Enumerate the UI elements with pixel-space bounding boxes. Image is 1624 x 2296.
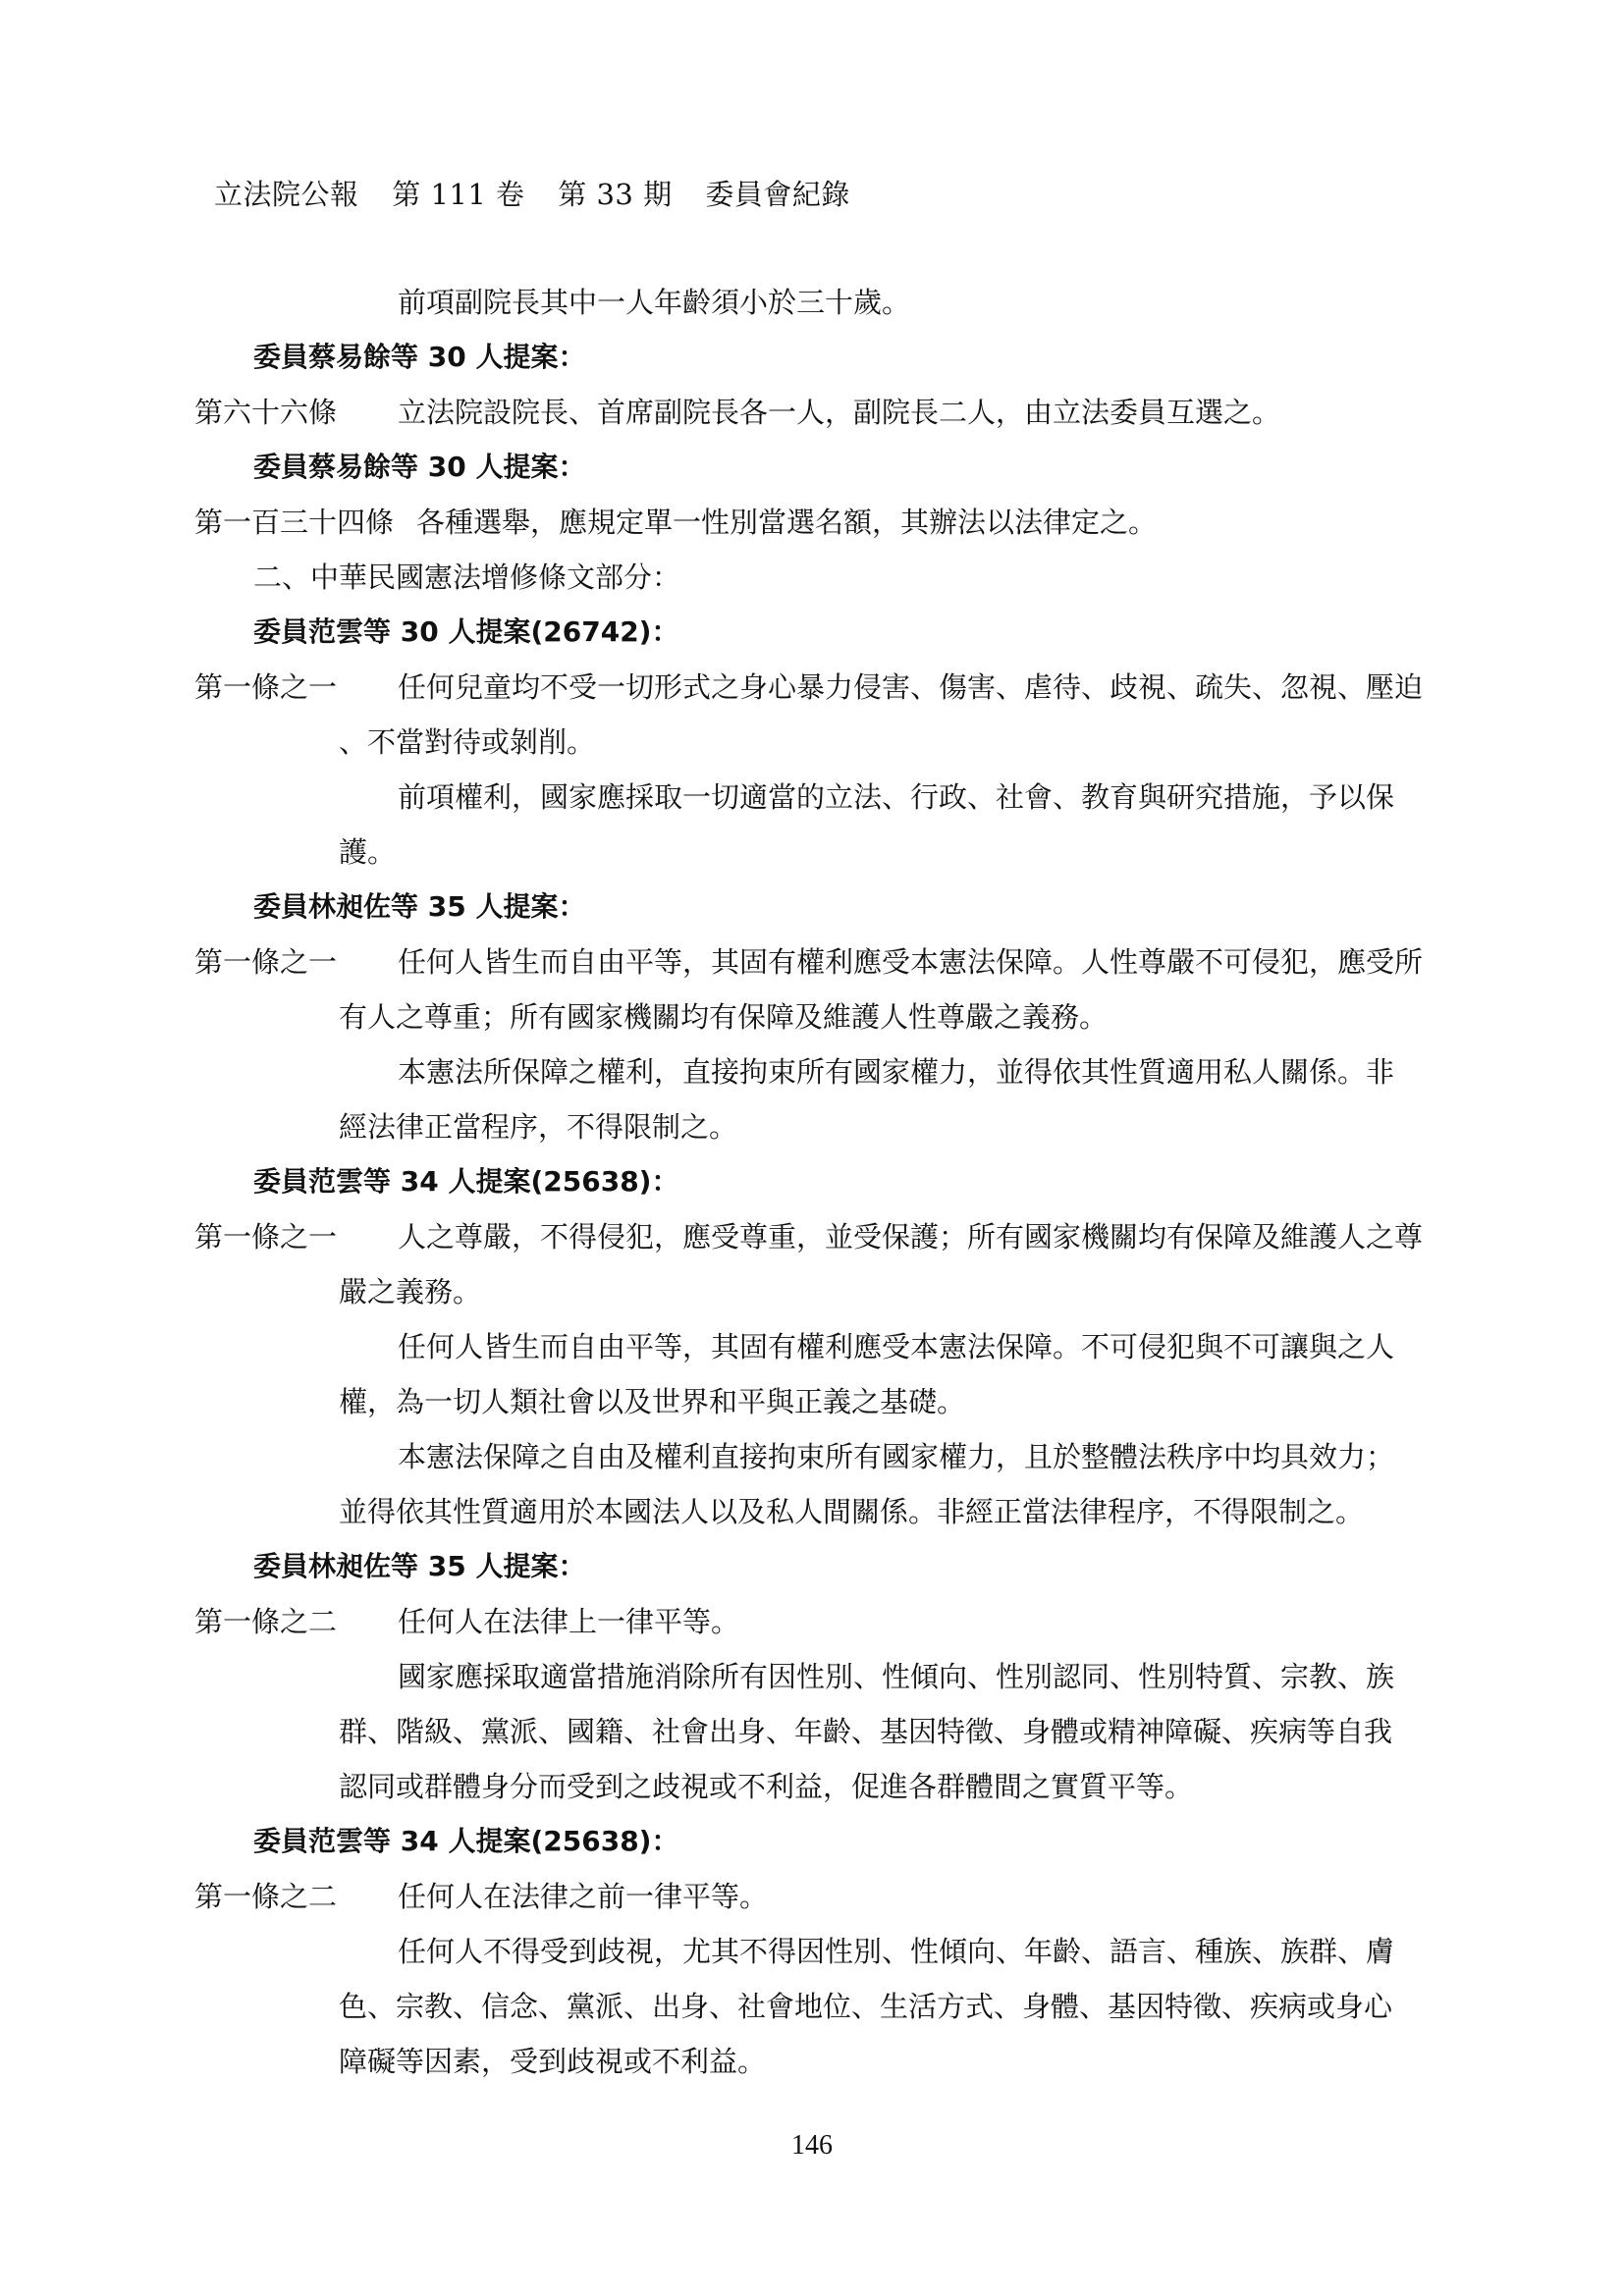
article-line: [194, 385, 1441, 440]
paragraph-line: 前項副院長其中一人年齡須小於三十歲。: [398, 286, 911, 319]
paragraph-line: 本憲法所保障之權利，直接拘束所有國家權力，並得依其性質適用私人關係。非: [398, 1055, 1395, 1089]
continuation-line: 嚴之義務。: [339, 1275, 482, 1308]
proposer-heading: 委員林昶佐等 35 人提案：: [253, 890, 586, 923]
paragraph-line: 任何人皆生而自由平等，其固有權利應受本憲法保障。不可侵犯與不可讓與之人: [398, 1330, 1395, 1363]
article-text: 各種選舉，應規定單一性別當選名額，其辦法以法律定之。: [416, 506, 1158, 539]
paragraph-line: 本憲法保障之自由及權利直接拘束所有國家權力，且於整體法秩序中均具效力；: [398, 1440, 1395, 1473]
proposer-heading: 委員范雲等 30 人提案(26742)：: [253, 615, 679, 648]
continuation-line: 群、階級、黨派、國籍、社會出身、年齡、基因特徵、身體或精神障礙、疾病等自我: [339, 1715, 1393, 1748]
article-line: [194, 934, 1441, 989]
article-line: [194, 495, 1441, 550]
article-label: 第一條之一: [194, 670, 338, 704]
article-text: 任何人在法律之前一律平等。: [398, 1880, 769, 1913]
article-line: [194, 1869, 1441, 1924]
continuation-line: 認同或群體身分而受到之歧視或不利益，促進各群體間之實質平等。: [339, 1770, 1194, 1803]
article-label: 第六十六條: [194, 396, 338, 429]
paragraph-line: 國家應採取適當措施消除所有因性別、性傾向、性別認同、性別特質、宗教、族: [398, 1660, 1395, 1693]
paragraph-line: 任何人不得受到歧視，尤其不得因性別、性傾向、年齡、語言、種族、族群、膚: [398, 1935, 1395, 1968]
publication-name: 立法院公報: [214, 178, 359, 211]
continuation-line: 、不當對待或剝削。: [339, 725, 596, 759]
continuation-line: 經法律正當程序，不得限制之。: [339, 1110, 738, 1144]
article-label: 第一條之一: [194, 1220, 338, 1254]
document-body: [194, 275, 1441, 2089]
article-text: 立法院設院長、首席副院長各一人，副院長二人，由立法委員互選之。: [398, 396, 1281, 429]
continuation-line: 障礙等因素，受到歧視或不利益。: [339, 2045, 767, 2078]
proposer-heading: 委員蔡易餘等 30 人提案：: [253, 451, 586, 483]
volume-number: 第 111 卷: [392, 178, 525, 211]
continuation-line: 色、宗教、信念、黨派、出身、社會地位、生活方式、身體、基因特徵、疾病或身心: [339, 1990, 1393, 2023]
article-label: 第一百三十四條: [194, 506, 395, 539]
proposer-heading: 委員蔡易餘等 30 人提案：: [253, 341, 586, 373]
proposer-heading: 委員林昶佐等 35 人提案：: [253, 1550, 586, 1582]
paragraph-line: 前項權利，國家應採取一切適當的立法、行政、社會、教育與研究措施，予以保: [398, 780, 1395, 814]
article-line: [194, 1594, 1441, 1649]
section-heading: 二、中華民國憲法增修條文部分：: [253, 561, 681, 594]
article-text: 人之尊嚴，不得侵犯，應受尊重，並受保護；所有國家機關均有保障及維護人之尊: [398, 1220, 1424, 1254]
continuation-line: 護。: [339, 835, 397, 869]
article-label: 第一條之一: [194, 945, 338, 979]
continuation-line: 有人之尊重；所有國家機關均有保障及維護人性尊嚴之義務。: [339, 1000, 1109, 1034]
article-line: [194, 660, 1441, 715]
record-section: 委員會紀錄: [705, 178, 850, 211]
article-label: 第一條之二: [194, 1605, 338, 1638]
page-number: 146: [791, 2130, 833, 2161]
article-text: 任何人在法律上一律平等。: [398, 1605, 740, 1638]
article-label: 第一條之二: [194, 1880, 338, 1913]
continuation-line: 並得依其性質適用於本國法人以及私人間關係。非經正當法律程序，不得限制之。: [339, 1495, 1365, 1528]
page-header: [214, 173, 850, 213]
article-text: 任何人皆生而自由平等，其固有權利應受本憲法保障。人性尊嚴不可侵犯，應受所: [398, 945, 1424, 979]
continuation-line: 權，為一切人類社會以及世界和平與正義之基礎。: [339, 1385, 966, 1418]
proposer-heading: 委員范雲等 34 人提案(25638)：: [253, 1825, 679, 1857]
article-line: [194, 1209, 1441, 1264]
issue-number: 第 33 期: [558, 178, 673, 211]
proposer-heading: 委員范雲等 34 人提案(25638)：: [253, 1165, 679, 1198]
article-text: 任何兒童均不受一切形式之身心暴力侵害、傷害、虐待、歧視、疏失、忽視、壓迫: [398, 670, 1424, 704]
